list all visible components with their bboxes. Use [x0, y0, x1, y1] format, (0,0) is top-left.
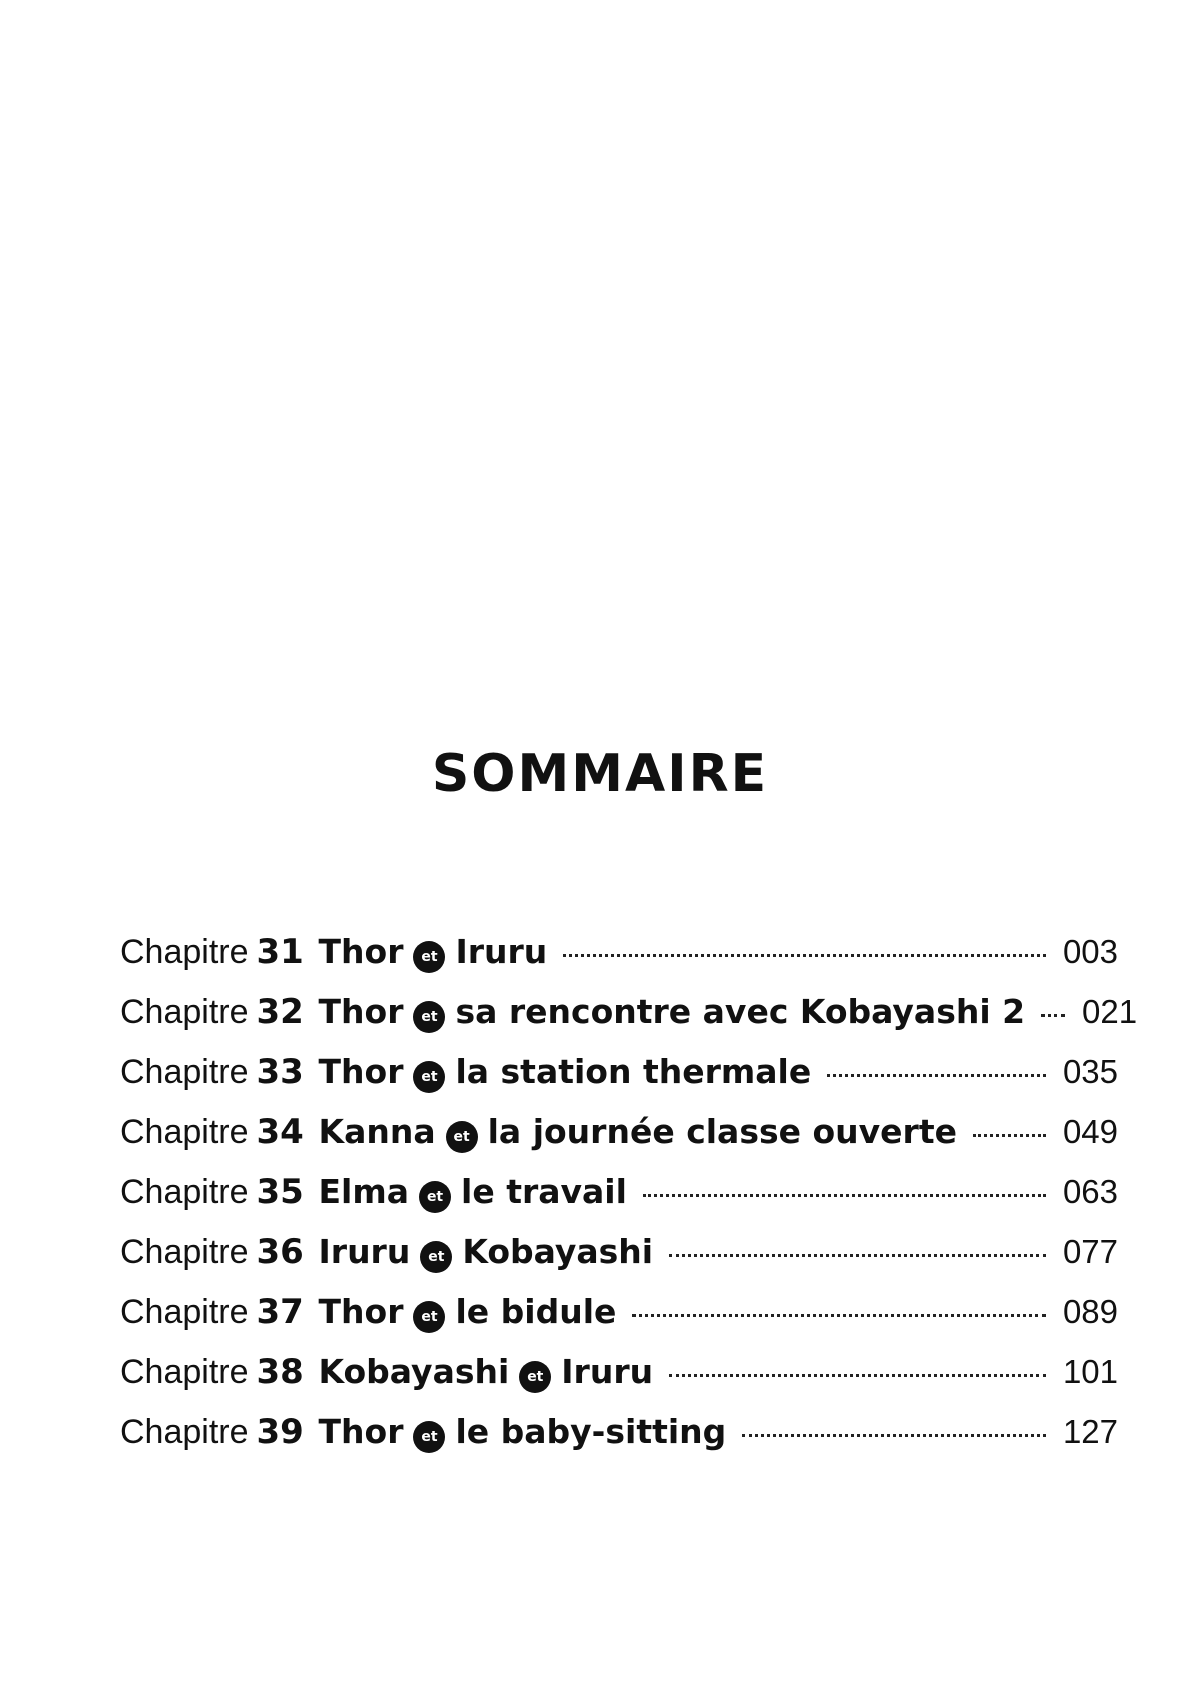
chapter-title-part: Thor [318, 932, 404, 971]
table-of-contents [120, 922, 1138, 1462]
chapter-title-part: la journée classe ouverte [487, 1112, 957, 1151]
chapter-number: 32 [256, 992, 304, 1032]
dot-leader [827, 1074, 1046, 1077]
chapter-number: 39 [256, 1412, 304, 1452]
chapter-word: Chapitre [120, 1113, 249, 1151]
chapter-title-part: sa rencontre avec Kobayashi 2 [455, 992, 1026, 1031]
toc-row [120, 1102, 1118, 1162]
chapter-title-part: la station thermale [455, 1052, 812, 1091]
dot-leader [669, 1254, 1046, 1257]
chapter-title [319, 1042, 812, 1102]
page-number: 003 [1062, 933, 1118, 970]
page-number: 035 [1062, 1053, 1118, 1090]
page-number: 127 [1062, 1413, 1118, 1450]
chapter-word: Chapitre [120, 1173, 249, 1211]
page-number: 101 [1062, 1353, 1118, 1390]
chapter-title-part: Kobayashi [462, 1232, 654, 1271]
toc-row [120, 1342, 1118, 1402]
chapter-word: Chapitre [120, 933, 249, 971]
chapter-title-part: Iruru [561, 1352, 654, 1391]
chapter-title [319, 1282, 617, 1342]
et-badge: et [419, 1181, 451, 1213]
dot-leader [973, 1134, 1046, 1137]
chapter-title-part: Thor [318, 1412, 404, 1451]
dot-leader [643, 1194, 1046, 1197]
chapter-title-part: Iruru [455, 932, 548, 971]
chapter-word: Chapitre [120, 1413, 249, 1451]
chapter-title-part: Thor [318, 992, 404, 1031]
chapter-number: 36 [256, 1232, 304, 1272]
et-badge: et [413, 1061, 445, 1093]
et-badge: et [420, 1241, 452, 1273]
page-number: 063 [1062, 1173, 1118, 1210]
chapter-title-part: Kobayashi [318, 1352, 510, 1391]
chapter-title [319, 1402, 727, 1462]
et-badge: et [413, 1001, 445, 1033]
chapter-title-part: le baby-sitting [455, 1412, 727, 1451]
toc-row [120, 1282, 1118, 1342]
et-badge: et [519, 1361, 551, 1393]
chapter-word: Chapitre [120, 1233, 249, 1271]
dot-leader [563, 954, 1046, 957]
toc-row [120, 922, 1118, 982]
chapter-number: 31 [256, 932, 304, 972]
toc-row [120, 1402, 1118, 1462]
chapter-title [319, 1222, 654, 1282]
chapter-word: Chapitre [120, 1293, 249, 1331]
toc-row [120, 1162, 1118, 1222]
toc-row [120, 1042, 1118, 1102]
chapter-title-part: Thor [318, 1052, 404, 1091]
chapter-title-part: Iruru [318, 1232, 411, 1271]
chapter-word: Chapitre [120, 1053, 249, 1091]
chapter-title-part: Kanna [318, 1112, 436, 1151]
chapter-title-part: le travail [461, 1172, 627, 1211]
et-badge: et [413, 1421, 445, 1453]
et-badge: et [446, 1121, 478, 1153]
dot-leader [632, 1314, 1046, 1317]
toc-row [120, 1222, 1118, 1282]
chapter-title-part: Thor [318, 1292, 404, 1331]
dot-leader [742, 1434, 1046, 1437]
chapter-word: Chapitre [120, 993, 249, 1031]
chapter-title-part: Elma [318, 1172, 410, 1211]
page-title: SOMMAIRE [431, 744, 769, 804]
page-number: 021 [1082, 993, 1138, 1030]
toc-row [120, 982, 1138, 1042]
chapter-number: 37 [256, 1292, 304, 1332]
chapter-word: Chapitre [120, 1353, 249, 1391]
et-badge: et [413, 941, 445, 973]
chapter-number: 34 [256, 1112, 304, 1152]
chapter-number: 38 [256, 1352, 304, 1392]
chapter-title [319, 1342, 654, 1402]
chapter-title [319, 1102, 957, 1162]
et-badge: et [413, 1301, 445, 1333]
page-number: 089 [1062, 1293, 1118, 1330]
chapter-title-part: le bidule [455, 1292, 617, 1331]
page-number: 077 [1062, 1233, 1118, 1270]
page-number: 049 [1062, 1113, 1118, 1150]
dot-leader [1041, 1014, 1065, 1017]
chapter-number: 35 [256, 1172, 304, 1212]
chapter-title [319, 922, 548, 982]
chapter-number: 33 [256, 1052, 304, 1092]
dot-leader [669, 1374, 1046, 1377]
chapter-title [319, 982, 1026, 1042]
chapter-title [319, 1162, 627, 1222]
